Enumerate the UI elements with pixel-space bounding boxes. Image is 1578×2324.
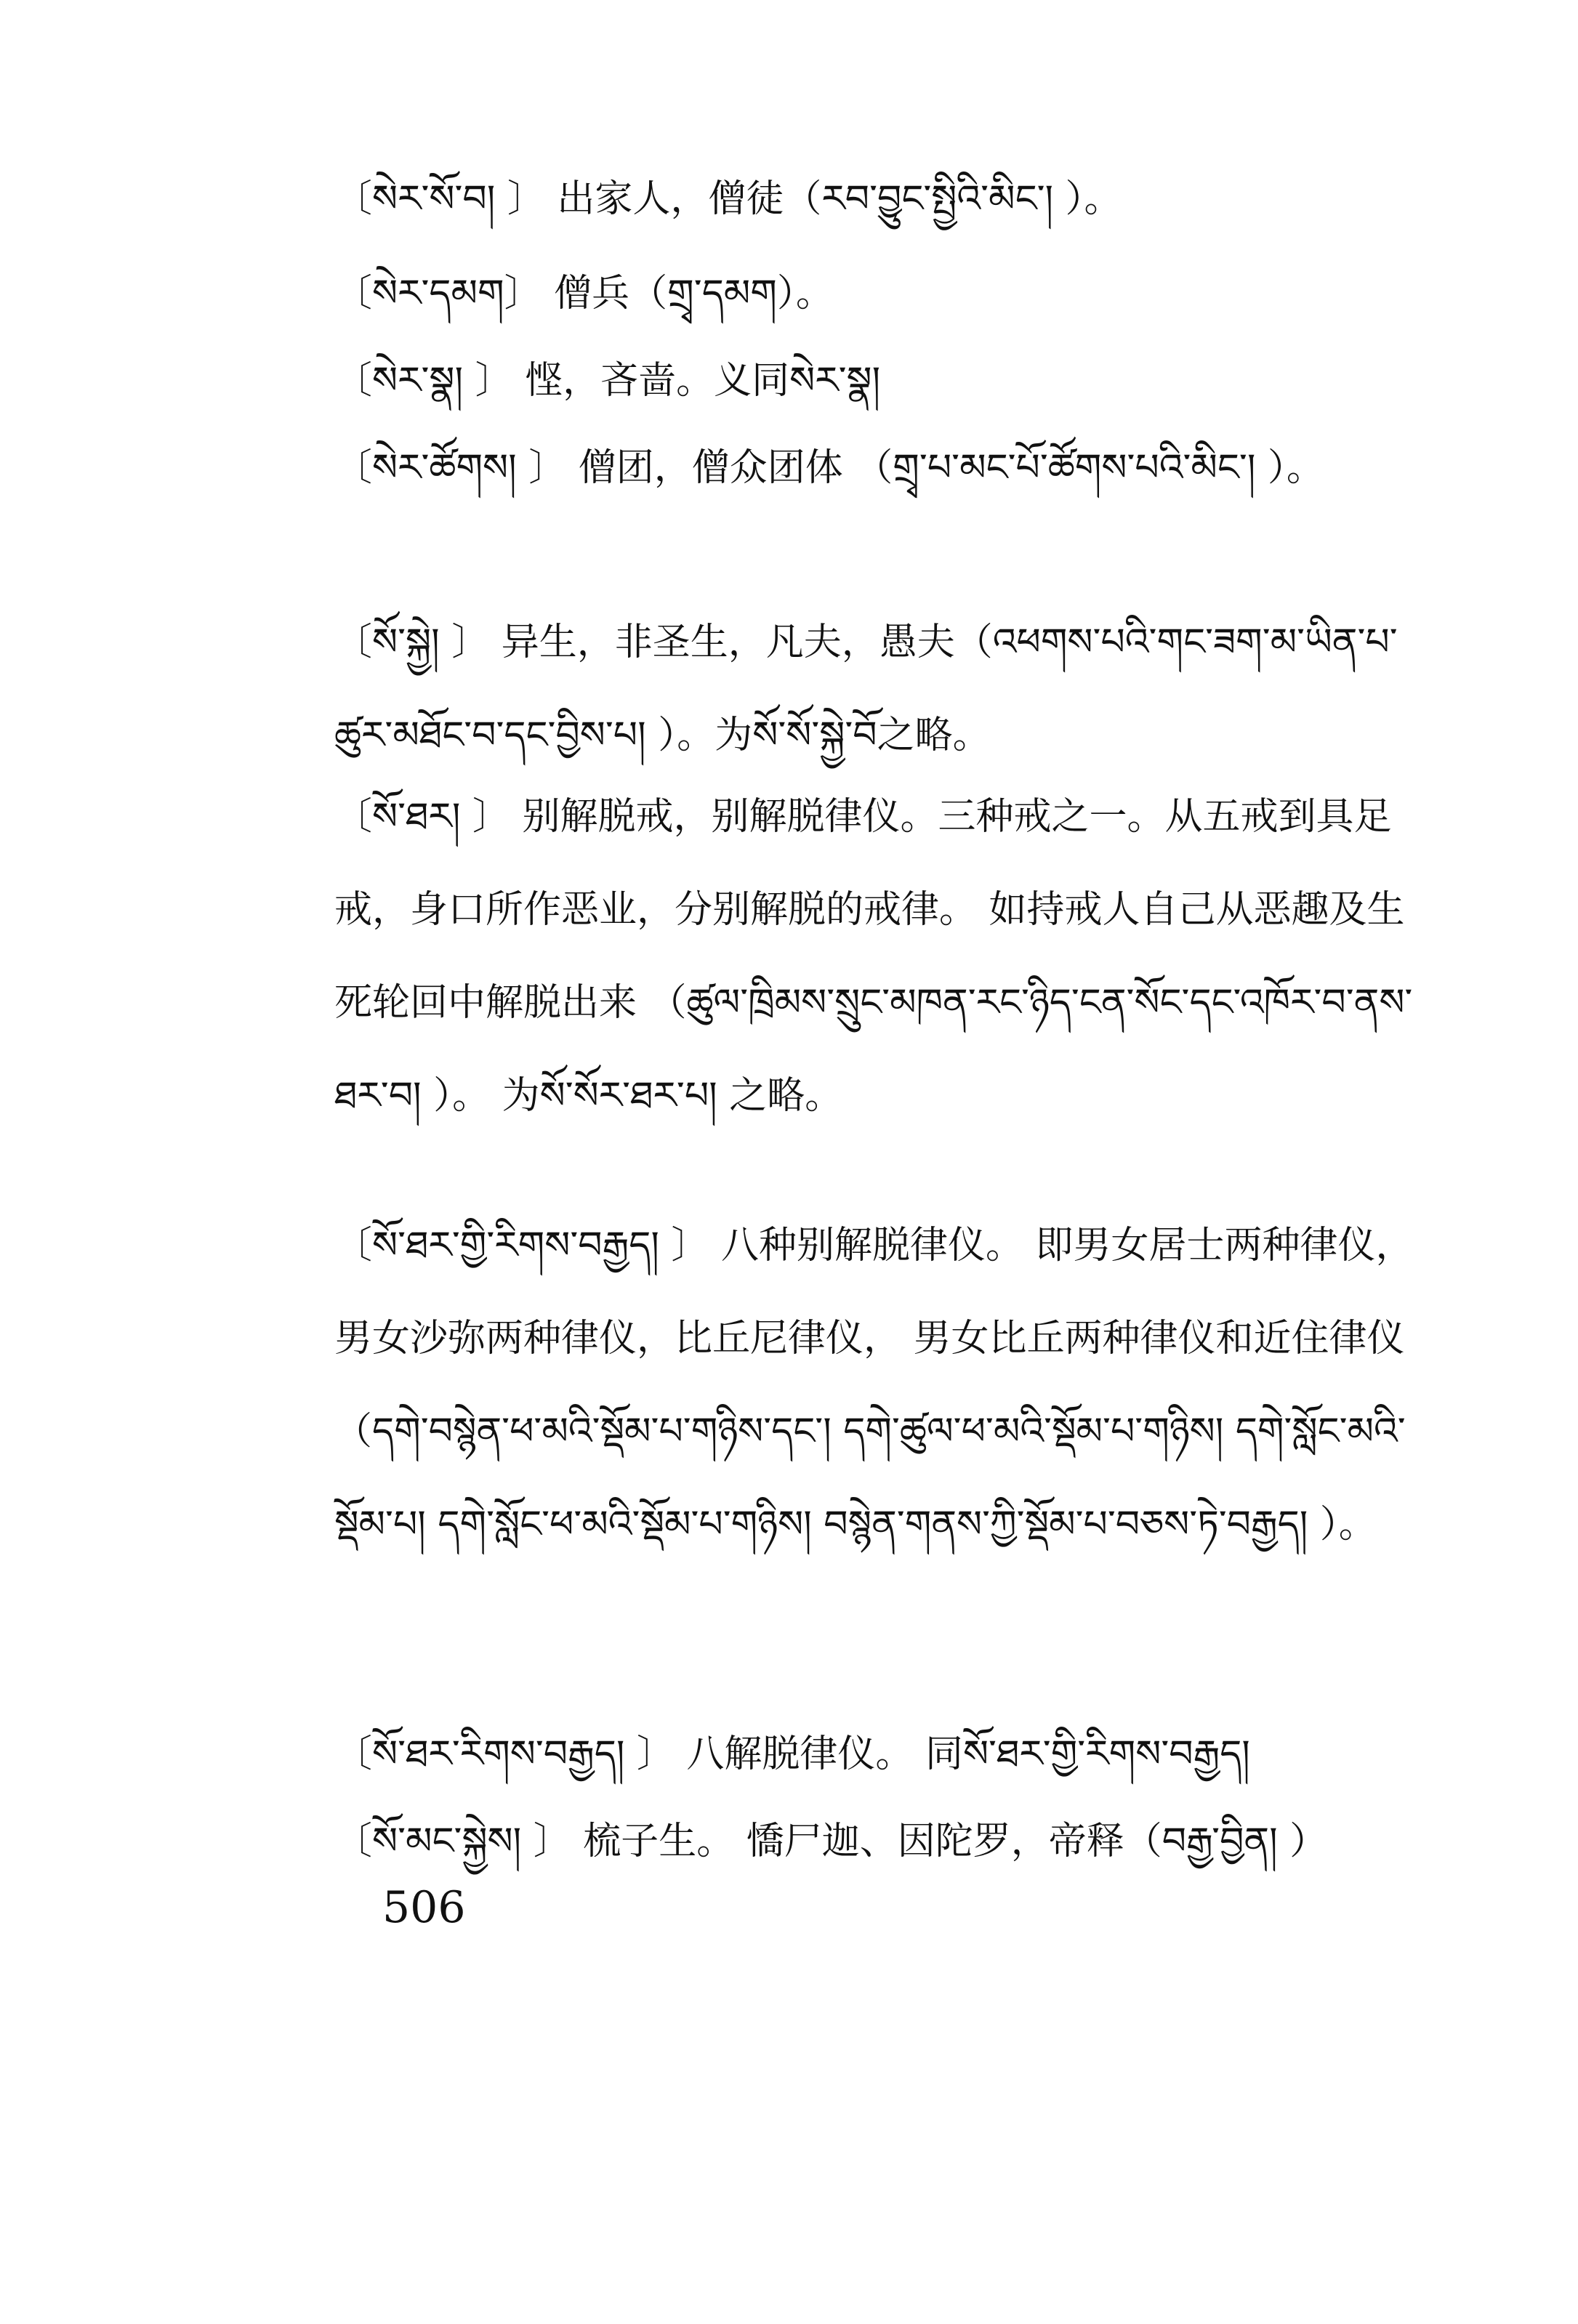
- entry-ser-dmag: [334, 247, 1439, 340]
- entry-so-mang-skyes: [334, 1795, 1439, 1888]
- entry-so-thar-rigs-brgyad-gyi: [334, 1199, 1439, 1571]
- entry-definition: 出家人，僧徒（རབ་བྱུང་སྤྱིའི་མིང་། ）。: [557, 177, 1122, 221]
- entry-so-thar-rigs-brgyad: [334, 1708, 1439, 1801]
- entry-definition: 僧团，僧众团体 （གྲྭ་པ་མང་པོ་ཚོགས་པའི་མིང་། ）。: [578, 446, 1324, 490]
- entry-headword: 〔སོ་ཐར། 〕: [334, 795, 510, 839]
- entry-headword: 〔སེར་སོ་བ། 〕: [334, 177, 545, 221]
- entry-so-thar: [334, 770, 1439, 1142]
- entry-headword: 〔སོ་ཐར་གྱི་རིགས་བརྒྱད། 〕: [334, 1224, 709, 1267]
- entry-definition: 僧兵（གྲྭ་དམག）。: [554, 272, 834, 315]
- entry-headword: 〔སོ་སྐྱེ། 〕: [334, 621, 490, 664]
- page-number: 506: [382, 1882, 466, 1933]
- entry-definition: 梳子生。 憍尸迦、因陀罗，帝释（བརྒྱ་བྱིན། ）: [583, 1820, 1328, 1863]
- entry-definition: 别解脱戒，别解脱律仪。三种戒之一。从五戒到具足戒，身口所作恶业，分别解脱的戒律。 如持戒人自己从恶趣及生死轮回中解脱出来 （ཚུལ་ཁྲིམས་སྲུང་མཁན་རང་ཉིད་ངན་སོང་དང་འཁོར་བ་ནས་ཐར་བ། ）。 为སོ་སོར་ཐར་པ། 之略。: [334, 795, 1413, 1118]
- entry-definition: 八种别解脱律仪。 即男女居士两种律仪，男女沙弥两种律仪，比丘尼律仪， 男女比丘两种律仪和近住律仪（དགེ་བསྙེན་ཕ་མའི་སྡོམ་པ་གཉིས་དང་། དགེ་ཚུལ་ཕ་མའི་སྡོམ་པ་གཉིས། དགེ་སློང་མའི་སྡོམ་པ། དགེ་སློང་ཕ་མའི་སྡོམ་པ་གཉིས། བསྙེན་གནས་ཀྱི་སྡོམ་པ་བཅས་ཏེ་བརྒྱད། ）。: [334, 1224, 1414, 1546]
- entry-headword: 〔སོ་མང་སྐྱེས། 〕: [334, 1820, 571, 1863]
- entry-headword: 〔སེར་སྣ། 〕: [334, 359, 513, 403]
- entry-headword: 〔སོ་ཐར་རིགས་བརྒྱད། 〕: [334, 1732, 675, 1776]
- entry-definition: 悭，吝啬。义同སེར་སྣ།: [525, 359, 881, 403]
- entry-headword: 〔སེར་ཚོགས། 〕: [334, 446, 567, 490]
- entry-ser-sna: [334, 334, 1439, 427]
- entry-ser-tshogs: [334, 421, 1439, 515]
- entry-ser-so-ba: [334, 153, 1439, 246]
- entry-definition: 异生，非圣生，凡夫，愚夫（འཕགས་པའི་གང་ཟག་མ་ཡིན་པ་ཚུར་མཐོང་བ་དང་བྱིས་པ། ）。为སོ་སོ་སྐྱེ་བོ之略。: [334, 621, 1398, 757]
- entry-so-skye: [334, 596, 1439, 782]
- entry-definition: 八解脱律仪。 同སོ་ཐར་གྱི་རིགས་བརྒྱད།: [686, 1732, 1250, 1776]
- entry-headword: 〔སེར་དམག〕: [334, 272, 542, 315]
